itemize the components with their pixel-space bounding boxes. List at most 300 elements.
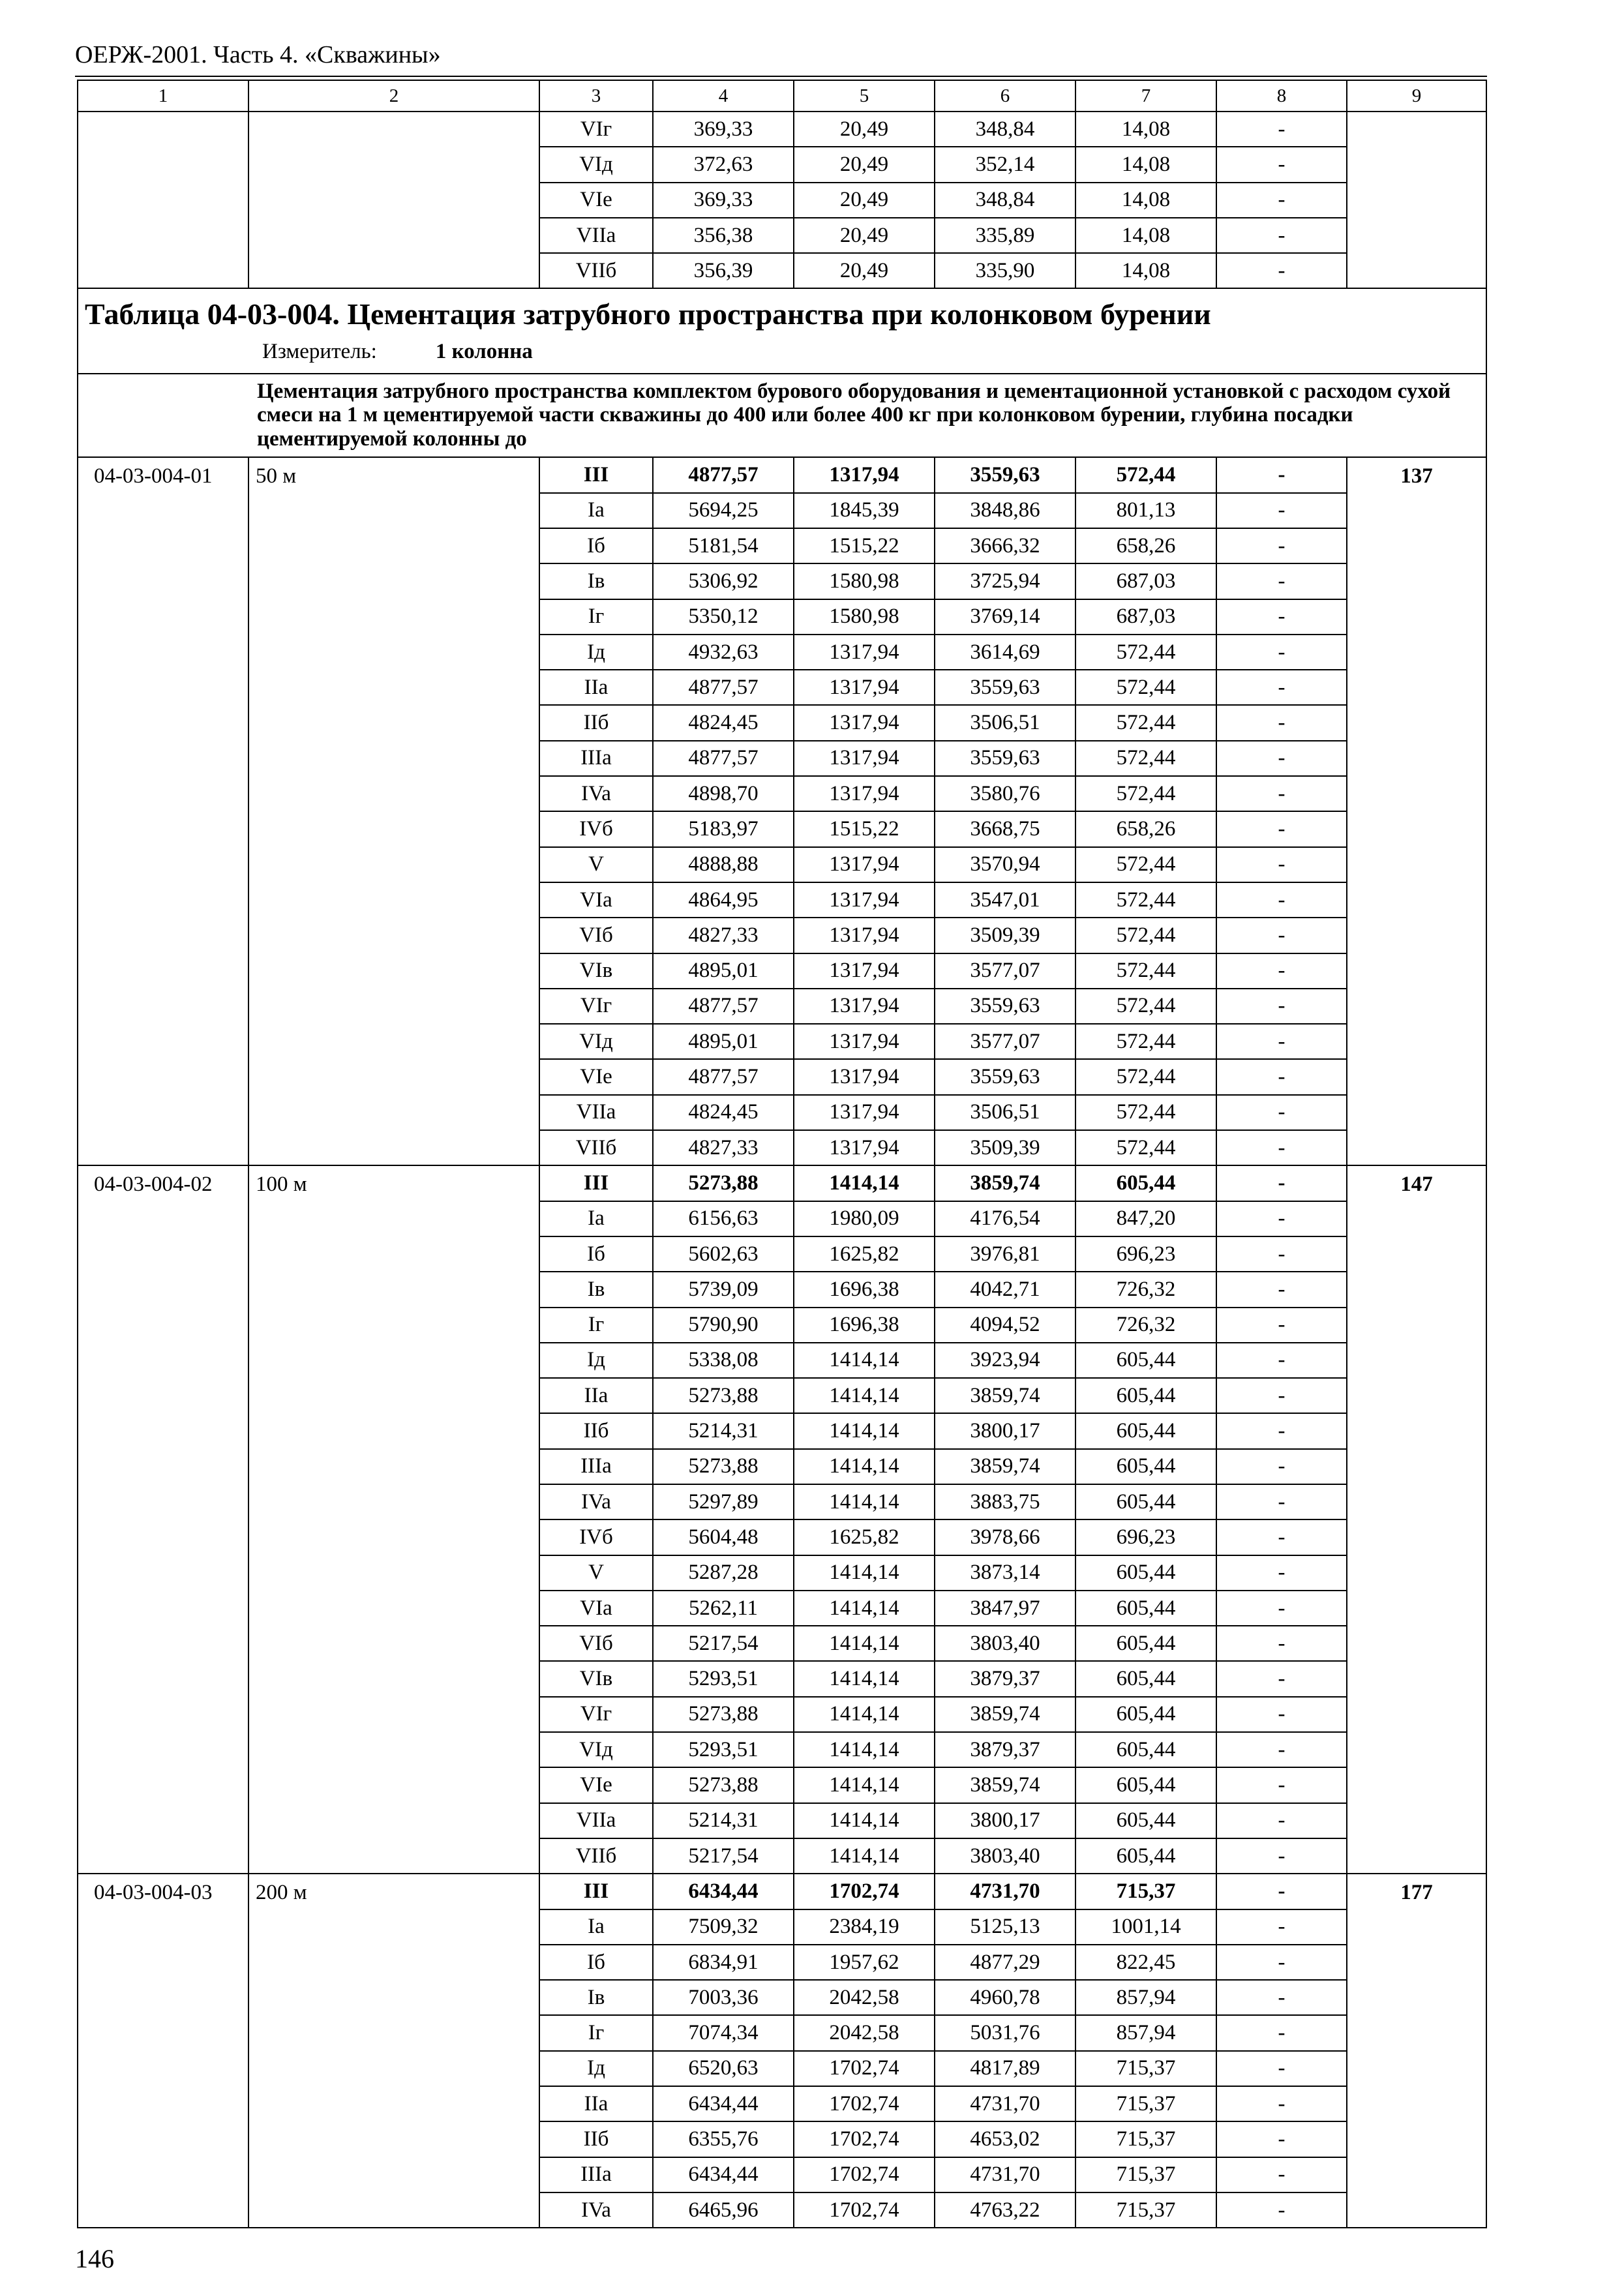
value-cell: 572,44 xyxy=(1075,705,1216,740)
value-cell: 3559,63 xyxy=(935,670,1075,705)
table-row xyxy=(78,1165,1486,1201)
work-description: Цементация затрубного пространства комплектом бурового оборудования и цементационной установкой с расходом сухой смеси на 1 м цементируемой части скважины до 400 или более 400 кг при колонковом бурении, глубина посадки цементируемой колонны до xyxy=(78,374,1486,458)
value-cell: 5297,89 xyxy=(653,1484,794,1519)
value-cell: 7003,36 xyxy=(653,1980,794,2015)
page-ref-cell xyxy=(1347,218,1486,253)
value-cell: 20,49 xyxy=(794,183,935,218)
value-cell: - xyxy=(1216,253,1347,288)
value-cell: - xyxy=(1216,1661,1347,1696)
value-cell: - xyxy=(1216,1945,1347,1980)
value-cell: - xyxy=(1216,2086,1347,2121)
value-cell: 4877,57 xyxy=(653,457,794,492)
page-ref-cell: 147 xyxy=(1347,1165,1486,1874)
value-cell: - xyxy=(1216,2051,1347,2086)
value-cell: 14,08 xyxy=(1075,218,1216,253)
value-cell: - xyxy=(1216,183,1347,218)
value-cell: 3509,39 xyxy=(935,918,1075,953)
value-cell: 3559,63 xyxy=(935,457,1075,492)
value-cell: 5293,51 xyxy=(653,1661,794,1696)
value-cell: 20,49 xyxy=(794,147,935,182)
soil-category-cell: IVa xyxy=(539,776,653,811)
column-number: 5 xyxy=(794,80,935,112)
value-cell: 6434,44 xyxy=(653,2157,794,2192)
value-cell: 4824,45 xyxy=(653,705,794,740)
value-cell: 1414,14 xyxy=(794,1626,935,1661)
value-cell: 4895,01 xyxy=(653,953,794,989)
value-cell: - xyxy=(1216,670,1347,705)
value-cell: - xyxy=(1216,599,1347,635)
value-cell: 1414,14 xyxy=(794,1413,935,1448)
value-cell: 726,32 xyxy=(1075,1308,1216,1343)
value-cell: 5217,54 xyxy=(653,1838,794,1874)
value-cell: - xyxy=(1216,493,1347,528)
value-cell: 1414,14 xyxy=(794,1591,935,1626)
value-cell: 1414,14 xyxy=(794,1555,935,1591)
depth-cell xyxy=(248,112,539,147)
value-cell: 356,38 xyxy=(653,218,794,253)
table-title: Таблица 04-03-004. Цементация затрубного пространства при колонковом бурении xyxy=(85,297,1211,331)
value-cell: 1317,94 xyxy=(794,882,935,918)
value-cell: 857,94 xyxy=(1075,2015,1216,2050)
value-cell: 3859,74 xyxy=(935,1378,1075,1413)
soil-category-cell: V xyxy=(539,847,653,882)
value-cell: 3923,94 xyxy=(935,1343,1075,1378)
value-cell: - xyxy=(1216,989,1347,1024)
value-cell: 335,90 xyxy=(935,253,1075,288)
column-number: 3 xyxy=(539,80,653,112)
table-row xyxy=(78,218,1486,253)
depth-cell: 50 м xyxy=(248,457,539,1165)
value-cell: 5214,31 xyxy=(653,1413,794,1448)
value-cell: 3570,94 xyxy=(935,847,1075,882)
soil-category-cell: VIe xyxy=(539,1059,653,1094)
soil-category-cell: Iв xyxy=(539,1980,653,2015)
value-cell: 572,44 xyxy=(1075,847,1216,882)
depth-cell xyxy=(248,218,539,253)
value-cell: 6834,91 xyxy=(653,1945,794,1980)
value-cell: 3559,63 xyxy=(935,989,1075,1024)
soil-category-cell: Ia xyxy=(539,1909,653,1945)
value-cell: 3559,63 xyxy=(935,741,1075,776)
value-cell: 572,44 xyxy=(1075,989,1216,1024)
value-cell: 5338,08 xyxy=(653,1343,794,1378)
value-cell: 5287,28 xyxy=(653,1555,794,1591)
code-cell xyxy=(78,147,248,182)
soil-category-cell: Iб xyxy=(539,1236,653,1272)
soil-category-cell: V xyxy=(539,1555,653,1591)
value-cell: 4731,70 xyxy=(935,2086,1075,2121)
value-cell: 4094,52 xyxy=(935,1308,1075,1343)
value-cell: 1317,94 xyxy=(794,1130,935,1165)
value-cell: 6355,76 xyxy=(653,2121,794,2157)
value-cell: 726,32 xyxy=(1075,1272,1216,1307)
soil-category-cell: VIв xyxy=(539,953,653,989)
value-cell: - xyxy=(1216,1803,1347,1838)
value-cell: 1317,94 xyxy=(794,1059,935,1094)
value-cell: 6465,96 xyxy=(653,2192,794,2228)
value-cell: 3725,94 xyxy=(935,563,1075,599)
value-cell: 1702,74 xyxy=(794,2086,935,2121)
value-cell: 6156,63 xyxy=(653,1201,794,1236)
value-cell: 687,03 xyxy=(1075,563,1216,599)
value-cell: - xyxy=(1216,1980,1347,2015)
page-ref-cell: 177 xyxy=(1347,1874,1486,2228)
value-cell: - xyxy=(1216,2157,1347,2192)
value-cell: 605,44 xyxy=(1075,1449,1216,1484)
code-cell xyxy=(78,112,248,147)
depth-cell xyxy=(248,253,539,288)
page-ref-cell xyxy=(1347,147,1486,182)
value-cell: - xyxy=(1216,1732,1347,1767)
value-cell: 605,44 xyxy=(1075,1732,1216,1767)
value-cell: 3879,37 xyxy=(935,1661,1075,1696)
soil-category-cell: VIб xyxy=(539,918,653,953)
value-cell: 1317,94 xyxy=(794,953,935,989)
value-cell: 4877,57 xyxy=(653,989,794,1024)
value-cell: 356,39 xyxy=(653,253,794,288)
value-cell: 1702,74 xyxy=(794,2121,935,2157)
page-ref-cell xyxy=(1347,112,1486,147)
value-cell: 1317,94 xyxy=(794,1095,935,1130)
soil-category-cell: III xyxy=(539,1874,653,1909)
value-cell: 572,44 xyxy=(1075,1024,1216,1059)
value-cell: 5306,92 xyxy=(653,563,794,599)
page-ref-cell xyxy=(1347,253,1486,288)
value-cell: - xyxy=(1216,705,1347,740)
value-cell: 715,37 xyxy=(1075,2157,1216,2192)
value-cell: 3803,40 xyxy=(935,1626,1075,1661)
value-cell: 7509,32 xyxy=(653,1909,794,1945)
soil-category-cell: VIa xyxy=(539,1591,653,1626)
running-header: ОЕРЖ-2001. Часть 4. «Скважины» xyxy=(75,41,441,68)
value-cell: 5125,13 xyxy=(935,1909,1075,1945)
column-number-row xyxy=(78,80,1486,112)
value-cell: - xyxy=(1216,811,1347,846)
value-cell: 1317,94 xyxy=(794,1024,935,1059)
value-cell: 5739,09 xyxy=(653,1272,794,1307)
value-cell: - xyxy=(1216,1343,1347,1378)
value-cell: - xyxy=(1216,528,1347,563)
soil-category-cell: VIг xyxy=(539,112,653,147)
value-cell: 1414,14 xyxy=(794,1343,935,1378)
value-cell: 1317,94 xyxy=(794,989,935,1024)
value-cell: 4898,70 xyxy=(653,776,794,811)
column-number: 6 xyxy=(935,80,1075,112)
value-cell: - xyxy=(1216,1236,1347,1272)
soil-category-cell: Iг xyxy=(539,1308,653,1343)
value-cell: 5262,11 xyxy=(653,1591,794,1626)
soil-category-cell: IIIa xyxy=(539,2157,653,2192)
table-row xyxy=(78,112,1486,147)
value-cell: 605,44 xyxy=(1075,1378,1216,1413)
value-cell: - xyxy=(1216,563,1347,599)
value-cell: 4827,33 xyxy=(653,918,794,953)
value-cell: 1515,22 xyxy=(794,811,935,846)
value-cell: 3509,39 xyxy=(935,1130,1075,1165)
value-cell: 3668,75 xyxy=(935,811,1075,846)
value-cell: 3506,51 xyxy=(935,705,1075,740)
value-cell: 1414,14 xyxy=(794,1732,935,1767)
value-cell: 1317,94 xyxy=(794,457,935,492)
value-cell: 3506,51 xyxy=(935,1095,1075,1130)
soil-category-cell: Iд xyxy=(539,1343,653,1378)
value-cell: 572,44 xyxy=(1075,918,1216,953)
table-title-row xyxy=(78,288,1486,373)
value-cell: 1317,94 xyxy=(794,918,935,953)
value-cell: 1317,94 xyxy=(794,776,935,811)
column-number: 8 xyxy=(1216,80,1347,112)
value-cell: 3848,86 xyxy=(935,493,1075,528)
value-cell: 605,44 xyxy=(1075,1413,1216,1448)
value-cell: 715,37 xyxy=(1075,2121,1216,2157)
soil-category-cell: VIIб xyxy=(539,1130,653,1165)
measure-label: Измеритель: xyxy=(262,339,377,363)
value-cell: 3580,76 xyxy=(935,776,1075,811)
value-cell: - xyxy=(1216,1201,1347,1236)
value-cell: 4817,89 xyxy=(935,2051,1075,2086)
value-cell: 4731,70 xyxy=(935,1874,1075,1909)
value-cell: - xyxy=(1216,1874,1347,1909)
value-cell: 5602,63 xyxy=(653,1236,794,1272)
code-cell: 04-03-004-03 xyxy=(78,1874,248,2228)
value-cell: - xyxy=(1216,1059,1347,1094)
value-cell: 372,63 xyxy=(653,147,794,182)
value-cell: 605,44 xyxy=(1075,1838,1216,1874)
value-cell: 3859,74 xyxy=(935,1767,1075,1803)
value-cell: 4932,63 xyxy=(653,635,794,670)
soil-category-cell: III xyxy=(539,457,653,492)
value-cell: 1702,74 xyxy=(794,1874,935,1909)
value-cell: 1317,94 xyxy=(794,670,935,705)
value-cell: - xyxy=(1216,457,1347,492)
value-cell: - xyxy=(1216,847,1347,882)
value-cell: 3976,81 xyxy=(935,1236,1075,1272)
code-cell: 04-03-004-02 xyxy=(78,1165,248,1874)
table-row xyxy=(78,147,1486,182)
value-cell: 3614,69 xyxy=(935,635,1075,670)
value-cell: 1414,14 xyxy=(794,1803,935,1838)
soil-category-cell: VIIa xyxy=(539,218,653,253)
value-cell: 715,37 xyxy=(1075,2051,1216,2086)
soil-category-cell: Iв xyxy=(539,1272,653,1307)
table-row xyxy=(78,1874,1486,1909)
value-cell: 1414,14 xyxy=(794,1661,935,1696)
value-cell: 572,44 xyxy=(1075,457,1216,492)
soil-category-cell: Iг xyxy=(539,2015,653,2050)
value-cell: - xyxy=(1216,1555,1347,1591)
value-cell: - xyxy=(1216,1519,1347,1555)
page-ref-cell xyxy=(1347,183,1486,218)
value-cell: 352,14 xyxy=(935,147,1075,182)
column-number: 9 xyxy=(1347,80,1486,112)
code-cell xyxy=(78,253,248,288)
value-cell: 3577,07 xyxy=(935,1024,1075,1059)
value-cell: 5181,54 xyxy=(653,528,794,563)
value-cell: 715,37 xyxy=(1075,1874,1216,1909)
value-cell: 20,49 xyxy=(794,112,935,147)
page-ref-cell: 137 xyxy=(1347,457,1486,1165)
soil-category-cell: IVa xyxy=(539,1484,653,1519)
value-cell: 572,44 xyxy=(1075,776,1216,811)
value-cell: 3859,74 xyxy=(935,1165,1075,1201)
soil-category-cell: VIa xyxy=(539,882,653,918)
value-cell: 14,08 xyxy=(1075,253,1216,288)
value-cell: 5273,88 xyxy=(653,1165,794,1201)
value-cell: 3859,74 xyxy=(935,1697,1075,1732)
description-row xyxy=(78,374,1486,458)
value-cell: 2384,19 xyxy=(794,1909,935,1945)
value-cell: - xyxy=(1216,1413,1347,1448)
value-cell: 1001,14 xyxy=(1075,1909,1216,1945)
value-cell: 5273,88 xyxy=(653,1697,794,1732)
value-cell: 572,44 xyxy=(1075,1130,1216,1165)
soil-category-cell: IIa xyxy=(539,1378,653,1413)
value-cell: 1580,98 xyxy=(794,563,935,599)
soil-category-cell: Iв xyxy=(539,563,653,599)
soil-category-cell: VIe xyxy=(539,1767,653,1803)
soil-category-cell: VIIa xyxy=(539,1803,653,1838)
value-cell: 4824,45 xyxy=(653,1095,794,1130)
value-cell: 5293,51 xyxy=(653,1732,794,1767)
value-cell: 4877,57 xyxy=(653,670,794,705)
soil-category-cell: IVб xyxy=(539,811,653,846)
value-cell: 4877,57 xyxy=(653,1059,794,1094)
value-cell: 4176,54 xyxy=(935,1201,1075,1236)
value-cell: 348,84 xyxy=(935,112,1075,147)
table-row xyxy=(78,253,1486,288)
value-cell: 5604,48 xyxy=(653,1519,794,1555)
depth-cell: 100 м xyxy=(248,1165,539,1874)
value-cell: 14,08 xyxy=(1075,112,1216,147)
value-cell: 1702,74 xyxy=(794,2157,935,2192)
value-cell: 4960,78 xyxy=(935,1980,1075,2015)
depth-cell xyxy=(248,147,539,182)
value-cell: 696,23 xyxy=(1075,1519,1216,1555)
value-cell: 4877,57 xyxy=(653,741,794,776)
soil-category-cell: Iг xyxy=(539,599,653,635)
value-cell: - xyxy=(1216,776,1347,811)
soil-category-cell: IVб xyxy=(539,1519,653,1555)
measure-value: 1 колонна xyxy=(435,339,533,363)
value-cell: 2042,58 xyxy=(794,2015,935,2050)
value-cell: 3800,17 xyxy=(935,1803,1075,1838)
value-cell: 572,44 xyxy=(1075,670,1216,705)
value-cell: 1957,62 xyxy=(794,1945,935,1980)
header-rule xyxy=(75,76,1487,77)
soil-category-cell: Iд xyxy=(539,2051,653,2086)
value-cell: - xyxy=(1216,147,1347,182)
soil-category-cell: Iб xyxy=(539,1945,653,1980)
value-cell: - xyxy=(1216,2121,1347,2157)
value-cell: 5214,31 xyxy=(653,1803,794,1838)
value-cell: 605,44 xyxy=(1075,1555,1216,1591)
table-row xyxy=(78,457,1486,492)
value-cell: 6434,44 xyxy=(653,2086,794,2121)
soil-category-cell: VIг xyxy=(539,989,653,1024)
value-cell: 1625,82 xyxy=(794,1236,935,1272)
value-cell: - xyxy=(1216,882,1347,918)
soil-category-cell: IIIa xyxy=(539,741,653,776)
value-cell: 1414,14 xyxy=(794,1378,935,1413)
value-cell: - xyxy=(1216,1449,1347,1484)
soil-category-cell: IIб xyxy=(539,2121,653,2157)
column-number: 1 xyxy=(78,80,248,112)
value-cell: 4864,95 xyxy=(653,882,794,918)
value-cell: - xyxy=(1216,1484,1347,1519)
value-cell: 3847,97 xyxy=(935,1591,1075,1626)
value-cell: 847,20 xyxy=(1075,1201,1216,1236)
value-cell: 605,44 xyxy=(1075,1626,1216,1661)
value-cell: 572,44 xyxy=(1075,635,1216,670)
value-cell: 4827,33 xyxy=(653,1130,794,1165)
table-title-cell xyxy=(78,288,1486,373)
value-cell: - xyxy=(1216,1308,1347,1343)
soil-category-cell: VIб xyxy=(539,1626,653,1661)
value-cell: - xyxy=(1216,1767,1347,1803)
value-cell: 4877,29 xyxy=(935,1945,1075,1980)
table-body xyxy=(78,80,1486,2228)
value-cell: 4653,02 xyxy=(935,2121,1075,2157)
value-cell: 1317,94 xyxy=(794,741,935,776)
value-cell: 2042,58 xyxy=(794,1980,935,2015)
value-cell: 3879,37 xyxy=(935,1732,1075,1767)
column-number: 7 xyxy=(1075,80,1216,112)
value-cell: - xyxy=(1216,1165,1347,1201)
value-cell: 605,44 xyxy=(1075,1343,1216,1378)
code-cell xyxy=(78,183,248,218)
value-cell: 3800,17 xyxy=(935,1413,1075,1448)
value-cell: 572,44 xyxy=(1075,1059,1216,1094)
soil-category-cell: VIг xyxy=(539,1697,653,1732)
value-cell: 3547,01 xyxy=(935,882,1075,918)
value-cell: 1317,94 xyxy=(794,705,935,740)
value-cell: 605,44 xyxy=(1075,1165,1216,1201)
soil-category-cell: IIб xyxy=(539,1413,653,1448)
soil-category-cell: VIIб xyxy=(539,1838,653,1874)
value-cell: 1845,39 xyxy=(794,493,935,528)
value-cell: - xyxy=(1216,1909,1347,1945)
value-cell: 1515,22 xyxy=(794,528,935,563)
column-number: 2 xyxy=(248,80,539,112)
page-number: 146 xyxy=(75,2244,114,2273)
value-cell: 658,26 xyxy=(1075,811,1216,846)
code-cell xyxy=(78,218,248,253)
value-cell: 1414,14 xyxy=(794,1697,935,1732)
value-cell: 822,45 xyxy=(1075,1945,1216,1980)
value-cell: 335,89 xyxy=(935,218,1075,253)
soil-category-cell: Ia xyxy=(539,493,653,528)
value-cell: - xyxy=(1216,1591,1347,1626)
column-number: 4 xyxy=(653,80,794,112)
value-cell: 20,49 xyxy=(794,218,935,253)
value-cell: 605,44 xyxy=(1075,1767,1216,1803)
value-cell: 5217,54 xyxy=(653,1626,794,1661)
value-cell: 4731,70 xyxy=(935,2157,1075,2192)
soil-category-cell: VIд xyxy=(539,1024,653,1059)
value-cell: 3859,74 xyxy=(935,1449,1075,1484)
value-cell: 3978,66 xyxy=(935,1519,1075,1555)
soil-category-cell: Ia xyxy=(539,1201,653,1236)
value-cell: - xyxy=(1216,1626,1347,1661)
value-cell: 696,23 xyxy=(1075,1236,1216,1272)
value-cell: 5273,88 xyxy=(653,1767,794,1803)
value-cell: 1696,38 xyxy=(794,1272,935,1307)
value-cell: 369,33 xyxy=(653,183,794,218)
value-cell: 857,94 xyxy=(1075,1980,1216,2015)
value-cell: 5031,76 xyxy=(935,2015,1075,2050)
soil-category-cell: Iд xyxy=(539,635,653,670)
value-cell: 1702,74 xyxy=(794,2192,935,2228)
